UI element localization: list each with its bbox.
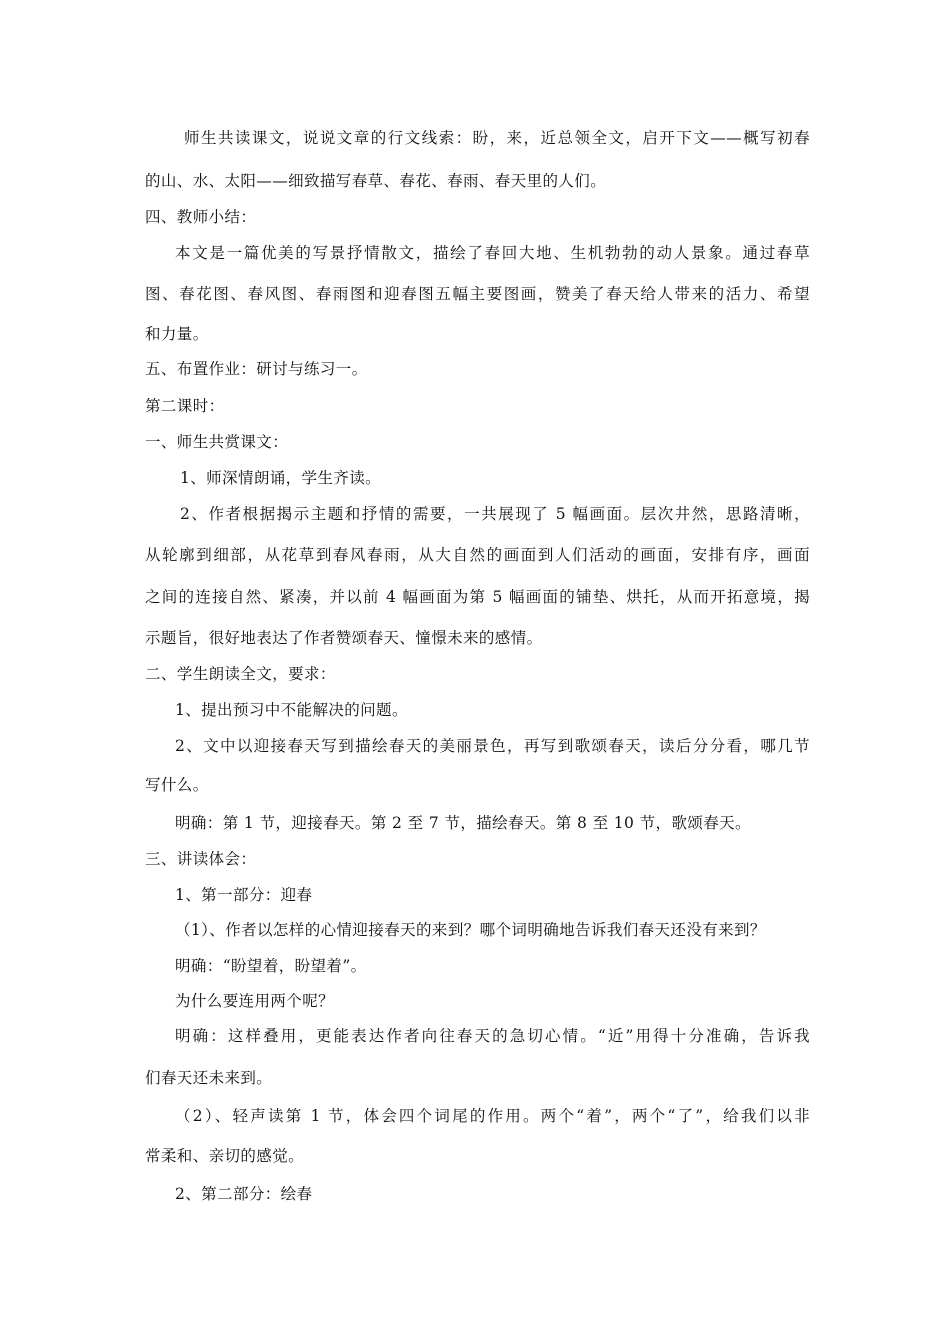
paragraph-line: 图、春花图、春风图、春雨图和迎春图五幅主要图画，赞美了春天给人带来的活力、希望: [145, 285, 810, 303]
paragraph-line: 常柔和、亲切的感觉。: [145, 1147, 305, 1165]
section-heading: 五、布置作业：研讨与练习一。: [145, 360, 368, 378]
paragraph-line: （1）、作者以怎样的心情迎接春天的来到？哪个词明确地告诉我们春天还没有来到？: [175, 921, 766, 939]
paragraph-line: 之间的连接自然、紧凑，并以前 4 幅画面为第 5 幅画面的铺垫、烘托，从而开拓意境，揭: [145, 588, 810, 606]
paragraph-line: 和力量。: [145, 325, 209, 343]
section-heading: 二、学生朗读全文，要求：: [145, 665, 336, 683]
paragraph-line: 的山、水、太阳——细致描写春草、春花、春雨、春天里的人们。: [145, 172, 607, 190]
section-heading: 第二课时：: [145, 397, 225, 415]
paragraph-line: 从轮廓到细部，从花草到春风春雨，从大自然的画面到人们活动的画面，安排有序，画面: [145, 546, 810, 564]
list-item: 1、师深情朗诵，学生齐读。: [180, 469, 382, 487]
paragraph-line: 写什么。: [145, 776, 209, 794]
list-item: 2、第二部分：绘春: [175, 1185, 313, 1203]
paragraph-line: 本文是一篇优美的写景抒情散文，描绘了春回大地、生机勃勃的动人景象。通过春草: [175, 244, 810, 262]
section-heading: 三、讲读体会：: [145, 850, 257, 868]
paragraph-line: 明确：这样叠用，更能表达作者向往春天的急切心情。“近”用得十分准确，告诉我: [175, 1027, 810, 1045]
paragraph-line: 为什么要连用两个呢？: [175, 992, 335, 1010]
paragraph-line: 们春天还未来到。: [145, 1069, 273, 1087]
paragraph-line: 2、作者根据揭示主题和抒情的需要，一共展现了 5 幅画面。层次井然，思路清晰，: [180, 505, 810, 523]
paragraph-line: 师生共读课文，说说文章的行文线索：盼，来，近总领全文，启开下文——概写初春: [184, 129, 810, 147]
paragraph-line: 明确：第 1 节，迎接春天。第 2 至 7 节，描绘春天。第 8 至 10 节，歌颂春天。: [175, 814, 751, 832]
paragraph-line: （2）、轻声读第 1 节，体会四个词尾的作用。两个“着”，两个“了”，给我们以非: [175, 1107, 810, 1125]
list-item: 1、提出预习中不能解决的问题。: [175, 701, 408, 719]
list-item: 1、第一部分：迎春: [175, 886, 313, 904]
paragraph-line: 2、文中以迎接春天写到描绘春天的美丽景色，再写到歌颂春天，读后分分看，哪几节: [175, 737, 810, 755]
section-heading: 一、师生共赏课文：: [145, 433, 289, 451]
paragraph-line: 明确：“盼望着，盼望着”。: [175, 957, 367, 975]
paragraph-line: 示题旨，很好地表达了作者赞颂春天、憧憬未来的感情。: [145, 629, 543, 647]
section-heading: 四、教师小结：: [145, 208, 257, 226]
